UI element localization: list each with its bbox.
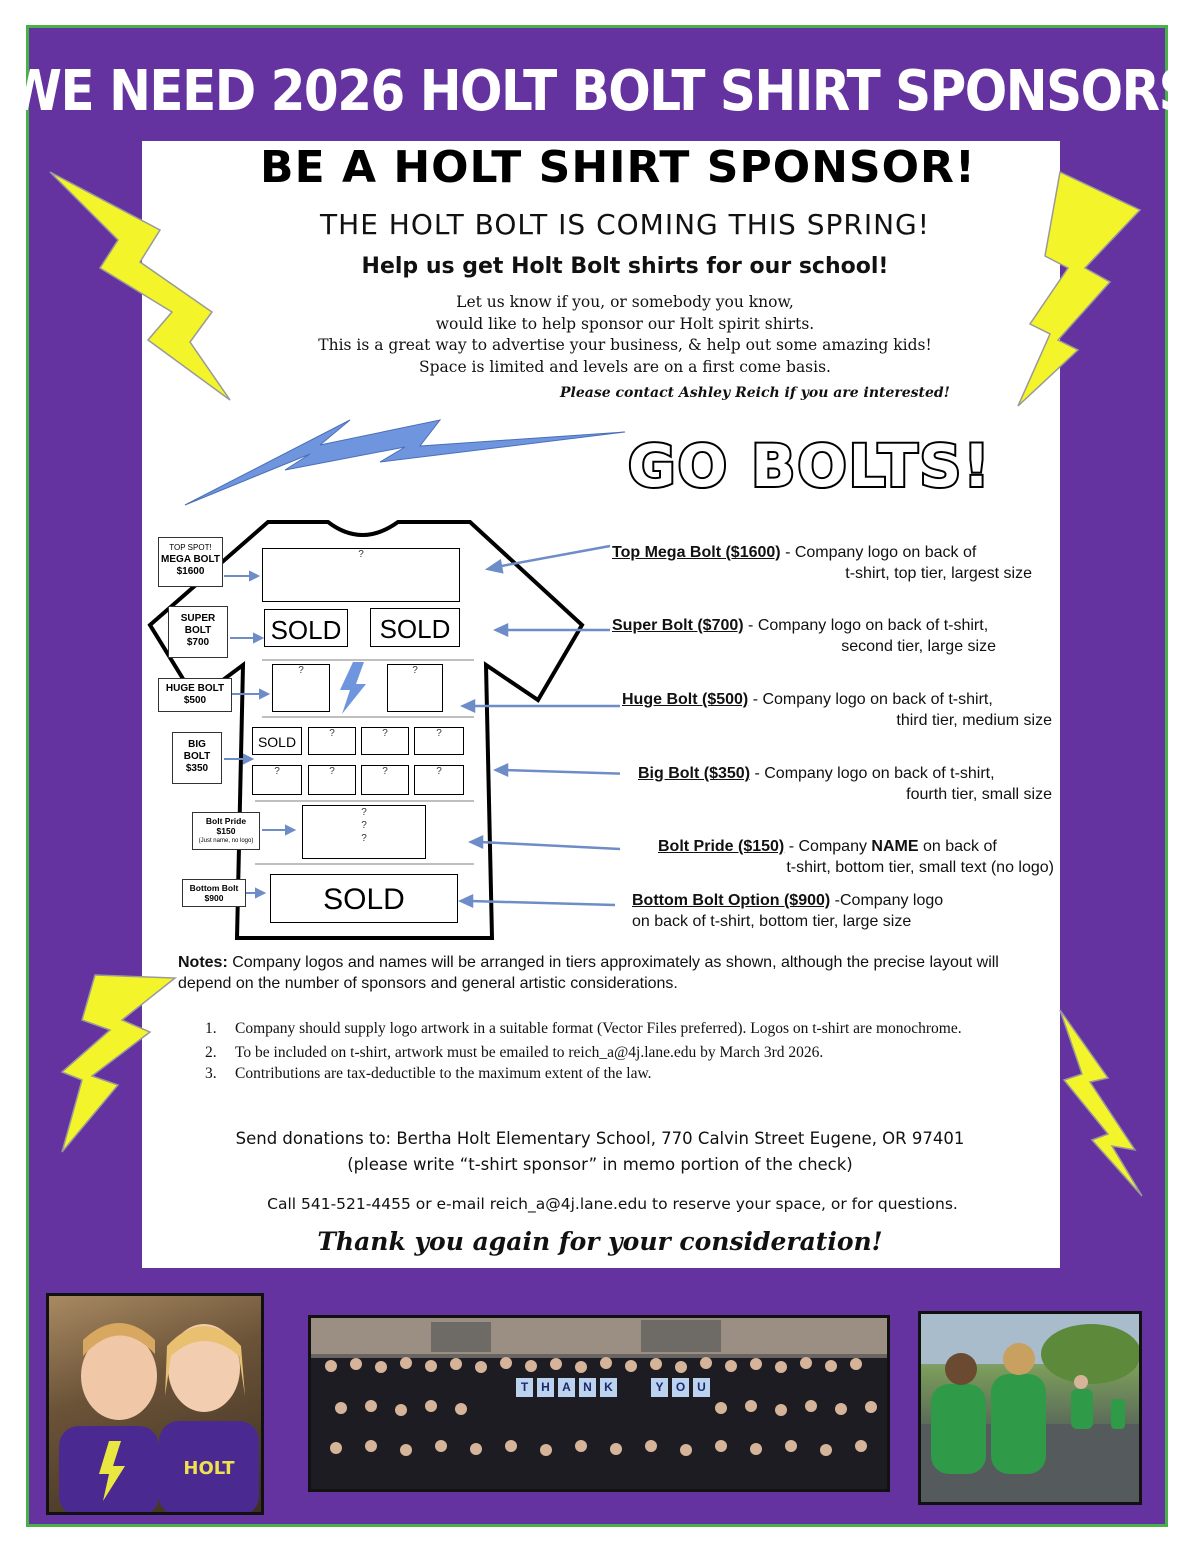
intro-text [0,292,1200,378]
sign-letter: T [516,1378,533,1397]
call-line: Call 541-521-4455 or e-mail reich_a@4j.lane.edu to reserve your space, or for questions. [267,1195,958,1213]
tier-desc: t-shirt, top tier, largest size [845,565,1032,582]
slot-super-2: SOLD [370,608,460,647]
label-line: $350 [185,763,209,774]
label-big-bolt [172,732,222,784]
label-line: Bottom Bolt [189,883,239,893]
slot-pride [302,805,426,859]
sign-letter: K [600,1378,617,1397]
list-item [205,1063,1035,1084]
conditions-list [205,1018,1035,1084]
label-mega-bolt [158,537,223,587]
slot-huge [272,664,330,712]
slot-big [308,765,356,795]
tier-desc: -Company logo [830,892,944,909]
label-line: $1600 [176,566,205,577]
tier-desc-bold: NAME [871,838,919,855]
slot-super-1: SOLD [264,609,348,647]
svg-text:HOLT: HOLT [183,1458,235,1479]
tier-huge [622,689,1052,731]
tier-desc: - Company logo on back of [780,544,977,561]
intro-line: Let us know if you, or somebody you know, [456,293,794,311]
label-line: BOLT [184,625,212,636]
list-number: 3. [205,1065,217,1082]
slot-open: ? [329,728,335,739]
slot-open: ? [298,665,304,676]
label-huge-bolt [158,678,232,712]
slot-bottom: SOLD [270,874,458,923]
tier-desc: - Company logo on back of t-shirt, [748,691,993,708]
slot-big-sold: SOLD [252,727,302,755]
slot-open: ? [436,766,442,777]
tier-big [638,763,1052,805]
label-line: $150 [216,826,236,836]
tier-desc: second tier, large size [841,638,996,655]
slot-open: ? [382,728,388,739]
slot-open: ? [274,766,280,777]
label-line: $700 [186,637,210,648]
sign-letter: U [693,1378,710,1397]
tier-desc: - Company logo on back of t-shirt, [743,617,989,634]
tier-desc: third tier, medium size [896,712,1052,729]
tier-desc: - Company logo on back of t-shirt, [750,765,995,782]
kids-photo-illustration [49,1296,261,1512]
label-line: $500 [183,695,207,706]
list-item [205,1018,1035,1039]
slot-open: ? [436,728,442,739]
sign-letter: A [558,1378,575,1397]
photo-students-group [308,1315,890,1492]
tier-title: Bolt Pride ($150) [658,838,785,855]
label-line: BIG [188,739,206,750]
tier-title: Huge Bolt ($500) [622,691,749,708]
banner-title: WE NEED 2026 HOLT BOLT SHIRT SPONSORS [6,58,1194,124]
tier-title: Top Mega Bolt ($1600) [612,544,781,561]
runners-photo-illustration [921,1314,1139,1502]
slot-big [252,765,302,795]
tier-title: Big Bolt ($350) [638,765,751,782]
tier-title: Bottom Bolt Option ($900) [632,892,831,909]
thank-you-sign [516,1378,710,1397]
notes-text: Company logos and names will be arranged in tiers approximately as shown, although the precise layout will depend on the number of sponsors and general artistic considerations. [178,954,999,992]
slot-open: ? [361,807,367,818]
tier-desc: - Company [784,838,872,855]
flyer-subheading: THE HOLT BOLT IS COMING THIS SPRING! [320,208,930,241]
slot-big [414,727,464,755]
notes-paragraph [178,952,1048,994]
intro-line: Space is limited and levels are on a first come basis. [419,357,831,376]
slot-mega [262,548,460,602]
send-line: (please write “t-shirt sponsor” in memo portion of the check) [347,1155,853,1174]
contact-line: Please contact Ashley Reich if you are interested! [560,385,950,401]
intro-line: This is a great way to advertise your business, & help out some amazing kids! [318,336,932,354]
list-text: Company should supply logo artwork in a suitable format (Vector Files preferred). Logos on t-shirt are monochrome. [235,1020,962,1037]
label-line: MEGA BOLT [161,554,220,565]
tier-top-mega [612,542,1042,584]
sign-letter: H [537,1378,554,1397]
tier-bottom [632,890,1052,932]
tier-desc: t-shirt, bottom tier, small text (no logo) [786,859,1054,876]
list-number: 2. [205,1044,217,1061]
list-text: Contributions are tax-deductible to the maximum extent of the law. [235,1065,652,1082]
label-line: SUPER [180,613,216,624]
slot-open: ? [412,665,418,676]
sign-letter: Y [651,1378,668,1397]
slot-open: ? [361,820,367,831]
slot-big [308,727,356,755]
label-super-bolt [168,606,228,658]
notes-label: Notes: [178,954,228,971]
go-bolts-heading: GO BOLTS! [628,432,992,500]
slot-huge [387,664,443,712]
photo-kids [46,1293,264,1515]
label-line: BOLT [183,751,211,762]
slot-open: ? [361,833,367,844]
tier-desc: on back of [918,838,997,855]
slot-open: ? [329,766,335,777]
label-line: (Just name, no logo) [198,838,254,844]
label-line: Bolt Pride [205,816,247,826]
label-line: HUGE BOLT [165,683,225,694]
group-photo-illustration [311,1318,887,1489]
slot-big [361,765,409,795]
tier-pride [658,836,1054,878]
list-text: To be included on t-shirt, artwork must be emailed to reich_a@4j.lane.edu by March 3rd 2026. [235,1044,824,1061]
slot-big [361,727,409,755]
label-line: TOP SPOT! [169,543,212,552]
sign-letter: O [672,1378,689,1397]
sign-letter: N [579,1378,596,1397]
send-line: Send donations to: Bertha Holt Elementary School, 770 Calvin Street Eugene, OR 97401 [235,1129,965,1148]
donation-address [0,1126,1200,1178]
tier-desc: fourth tier, small size [906,786,1052,803]
slot-open: ? [358,549,364,560]
list-number: 1. [205,1020,217,1037]
label-bottom-bolt [182,879,246,907]
tier-title: Super Bolt ($700) [612,617,744,634]
tier-desc: on back of t-shirt, bottom tier, large size [632,913,912,930]
label-line: $900 [204,893,224,903]
flyer-tagline: Help us get Holt Bolt shirts for our school! [361,254,889,279]
list-item [205,1042,1035,1063]
thank-you-line: Thank you again for your consideration! [317,1227,883,1256]
photo-runners [918,1311,1142,1505]
slot-open: ? [382,766,388,777]
flyer-heading: BE A HOLT SHIRT SPONSOR! [260,142,976,193]
label-bolt-pride [192,812,260,850]
slot-big [414,765,464,795]
intro-line: would like to help sponsor our Holt spirit shirts. [435,314,815,333]
tier-super [612,615,1052,657]
